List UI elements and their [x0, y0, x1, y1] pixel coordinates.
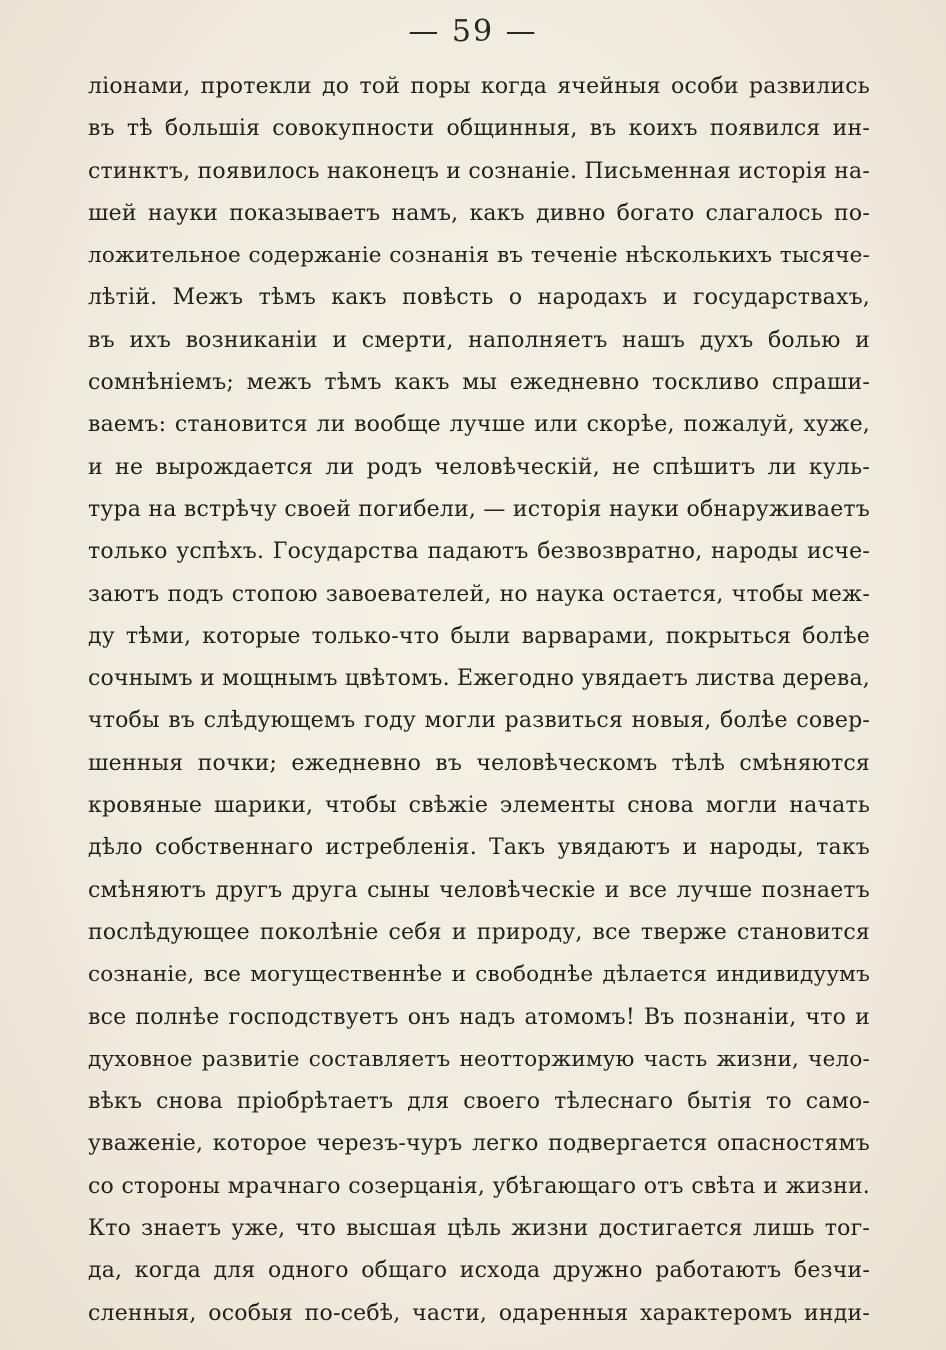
- page-text: [88, 66, 870, 1335]
- text-line: послѣдующее поколѣніе себя и природу, все тверже становится: [88, 919, 870, 945]
- text-line: со стороны мрачнаго созерцанія, убѣгающаго отъ свѣта и жизни.: [88, 1173, 870, 1199]
- text-line: въ тѣ большія совокупности общинныя, въ коихъ появился ин-: [88, 116, 870, 142]
- text-line: Кто знаетъ уже, что высшая цѣль жизни достигается лишь тог-: [88, 1216, 870, 1242]
- text-line: шей науки показываетъ намъ, какъ дивно богато слагалось по-: [88, 200, 870, 226]
- text-line: сознаніе, все могущественнѣе и свободнѣе дѣлается индивидуумъ: [88, 962, 870, 988]
- text-line: тура на встрѣчу своей погибели, — исторія науки обнаруживаетъ: [88, 496, 870, 522]
- text-line: лѣтій. Межъ тѣмъ какъ повѣсть о народахъ и государствахъ,: [88, 285, 870, 311]
- text-line: и не вырождается ли родъ человѣческій, не спѣшитъ ли куль-: [88, 454, 870, 480]
- text-line: ложительное содержаніе сознанія въ теченіе нѣсколькихъ тысяче-: [88, 243, 870, 269]
- text-line: ваемъ: становится ли вообще лучше или скорѣе, пожалуй, хуже,: [88, 412, 870, 438]
- text-line: да, когда для одного общаго исхода дружно работаютъ безчи-: [88, 1258, 870, 1284]
- text-line: духовное развитіе составляетъ неотторжимую часть жизни, чело-: [88, 1046, 870, 1072]
- text-line: ду тѣми, которые только-что были варварами, покрыться болѣе: [88, 623, 870, 649]
- text-line: заютъ подъ стопою завоевателей, но наука остается, чтобы меж-: [88, 581, 870, 607]
- text-line: кровяные шарики, чтобы свѣжіе элементы снова могли начать: [88, 793, 870, 819]
- text-line: дѣло собственнаго истребленія. Такъ увядаютъ и народы, такъ: [88, 835, 870, 861]
- text-line: чтобы въ слѣдующемъ году могли развиться новыя, болѣе совер-: [88, 708, 870, 734]
- text-line: сленныя, особыя по-себѣ, части, одаренныя характеромъ инди-: [88, 1300, 870, 1326]
- page-number: — 59 —: [408, 14, 538, 49]
- text-line: шенныя почки; ежедневно въ человѣческомъ тѣлѣ смѣняются: [88, 750, 870, 776]
- text-line: только успѣхъ. Государства падаютъ безвозвратно, народы исче-: [88, 539, 870, 565]
- text-line: въ ихъ возниканіи и смерти, наполняетъ нашъ духъ болью и: [88, 327, 870, 353]
- text-line: уваженіе, которое черезъ-чуръ легко подвергается опасностямъ: [88, 1131, 870, 1157]
- text-line: смѣняютъ другъ друга сыны человѣческіе и все лучше познаетъ: [88, 877, 870, 903]
- text-line: ліонами, протекли до той поры когда ячейныя особи развились: [88, 74, 870, 99]
- text-line: стинктъ, появилось наконецъ и сознаніе. Письменная исторія на-: [88, 158, 870, 184]
- text-line: сомнѣніемъ; межъ тѣмъ какъ мы ежедневно тоскливо спраши-: [88, 370, 870, 396]
- text-line: сочнымъ и мощнымъ цвѣтомъ. Ежегодно увядаетъ листва дерева,: [88, 666, 870, 692]
- text-line: все полнѣе господствуетъ онъ надъ атомомъ! Въ познаніи, что и: [88, 1004, 870, 1030]
- text-line: вѣкъ снова пріобрѣтаетъ для своего тѣлеснаго бытія то само-: [88, 1089, 870, 1115]
